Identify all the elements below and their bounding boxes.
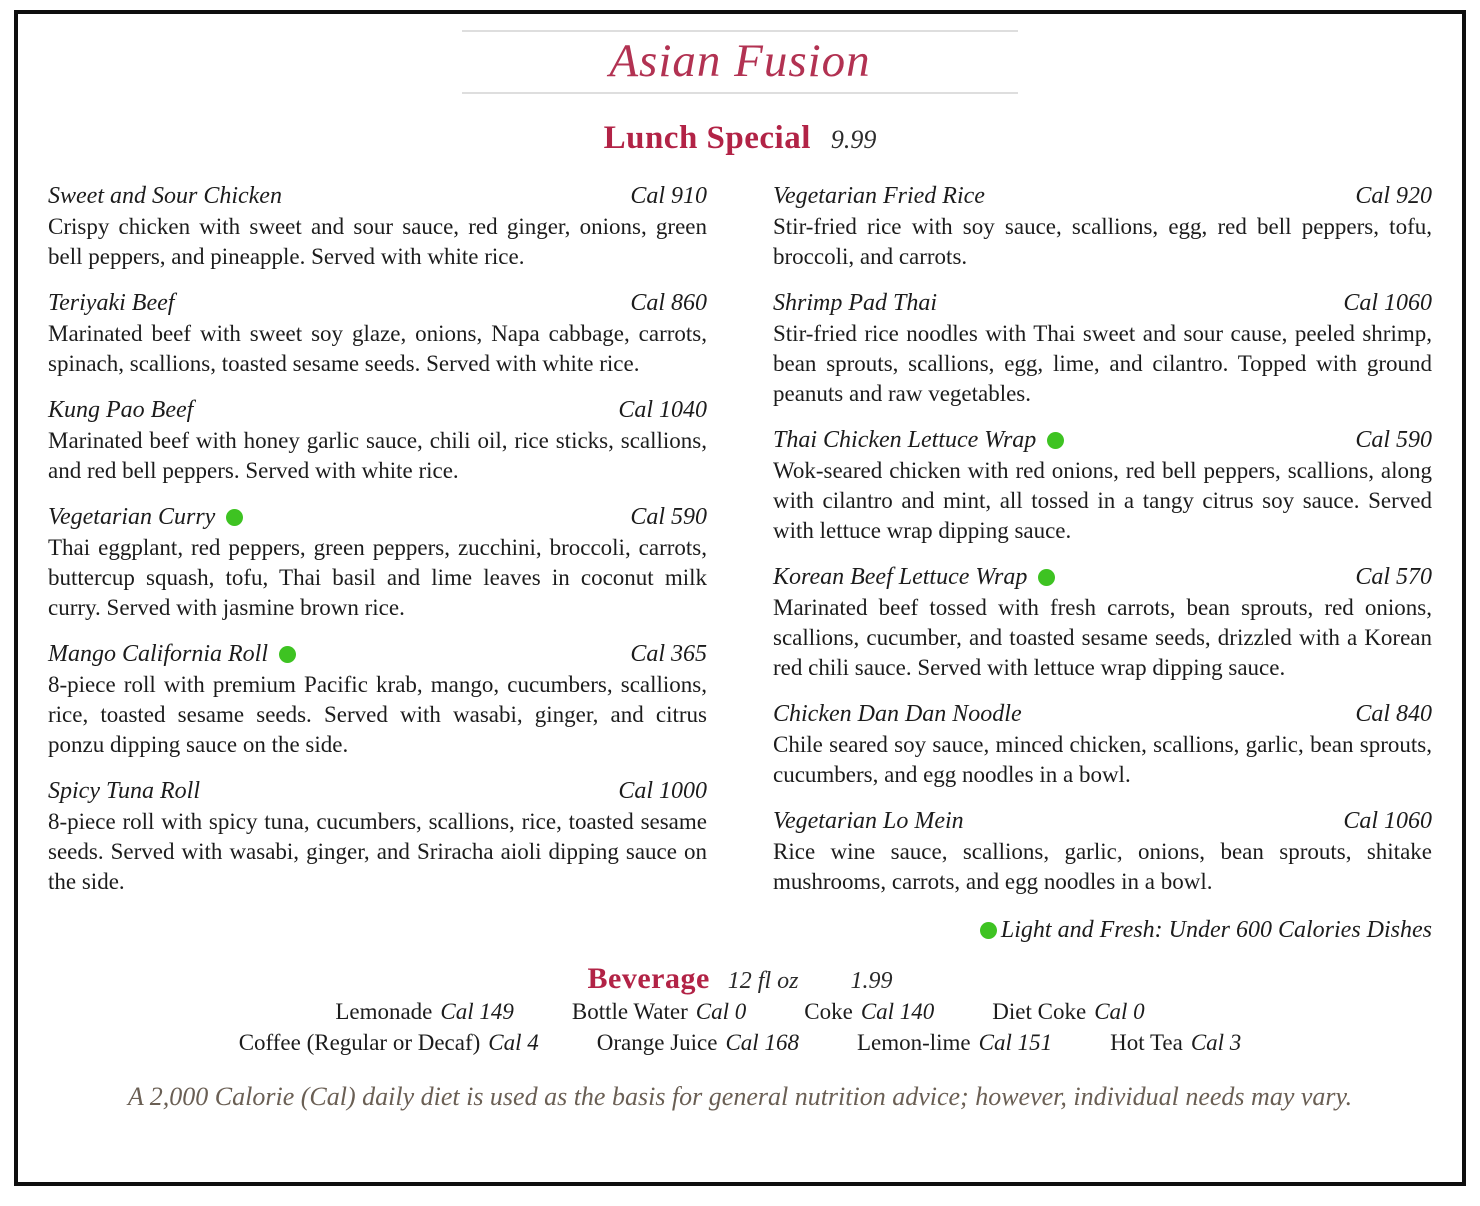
- beverage-item: Hot Tea Cal 3: [1110, 1030, 1242, 1055]
- menu-item-mango-california-roll: [48, 639, 707, 760]
- dish-name: Teriyaki Beef: [48, 290, 175, 316]
- dish-calories: Cal 920: [1355, 183, 1432, 209]
- dish-name: Vegetarian Lo Mein: [773, 808, 964, 834]
- beverage-calories: Cal 151: [978, 1030, 1053, 1055]
- menu-item-vegetarian-curry: [48, 502, 707, 623]
- dish-description: Stir-fried rice with soy sauce, scallions, egg, red bell peppers, tofu, broccoli, and carrots.: [773, 214, 1432, 269]
- dish-description: 8-piece roll with spicy tuna, cucumbers, scallions, rice, toasted sesame seeds. Served with wasabi, ginger, and Sriracha aioli dipping sauce on the side.: [48, 809, 707, 894]
- beverage-row-1: [48, 996, 1432, 1027]
- dish-calories: Cal 860: [630, 290, 707, 316]
- dish-description: Thai eggplant, red peppers, green peppers, zucchini, broccoli, carrots, buttercup squash, tofu, Thai basil and lime leaves in coconut milk curry. Served with jasmine brown rice.: [48, 535, 707, 620]
- section-label: Lunch Special: [603, 120, 811, 156]
- menu-item-sweet-and-sour-chicken: [48, 181, 707, 272]
- dish-description: Rice wine sauce, scallions, garlic, onions, bean sprouts, shitake mushrooms, carrots, and egg noodles in a bowl.: [773, 839, 1432, 894]
- light-and-fresh-dot: [279, 646, 296, 663]
- menu-item-kung-pao-beef: [48, 395, 707, 486]
- beverage-item: Bottle Water Cal 0: [571, 999, 747, 1024]
- beverage-size: 12 fl oz: [727, 968, 799, 994]
- dish-name: Vegetarian Fried Rice: [773, 183, 985, 209]
- menu-item-spicy-tuna-roll: [48, 776, 707, 897]
- beverage-item: Diet Coke Cal 0: [992, 999, 1145, 1024]
- beverage-item: Coke Cal 140: [804, 999, 935, 1024]
- dish-calories: Cal 365: [630, 641, 707, 667]
- beverage-calories: Cal 168: [725, 1030, 799, 1055]
- dish-name: Thai Chicken Lettuce Wrap: [773, 427, 1037, 453]
- dish-name: Mango California Roll: [48, 641, 269, 667]
- dish-description: Crispy chicken with sweet and sour sauce, red ginger, onions, green bell peppers, and pineapple. Served with white rice.: [48, 214, 707, 269]
- dish-calories: Cal 1000: [618, 778, 707, 804]
- light-and-fresh-dot: [980, 922, 997, 939]
- dish-description: Stir-fried rice noodles with Thai sweet and sour cause, peeled shrimp, bean sprouts, scallions, egg, lime, and cilantro. Topped with ground peanuts and raw vegetables.: [773, 321, 1432, 406]
- dish-calories: Cal 1060: [1343, 808, 1432, 834]
- dish-description: Marinated beef tossed with fresh carrots, bean sprouts, red onions, scallions, cucumber, and toasted sesame seeds, drizzled with a Korean red chili sauce. Served with lettuce wrap dipping sauce.: [773, 595, 1432, 680]
- beverage-heading: [48, 962, 1432, 996]
- beverage-item: Lemon-lime Cal 151: [856, 1030, 1053, 1055]
- menu-item-shrimp-pad-thai: [773, 288, 1432, 409]
- menu-columns: [48, 181, 1432, 913]
- dish-description: Wok-seared chicken with red onions, red bell peppers, scallions, along with cilantro and mint, all tossed in a tangy citrus soy sauce. Served with lettuce wrap dipping sauce.: [773, 458, 1432, 543]
- menu-item-vegetarian-fried-rice: [773, 181, 1432, 272]
- legend-text: Light and Fresh: Under 600 Calories Dishes: [1000, 917, 1432, 943]
- dish-name: Shrimp Pad Thai: [773, 290, 938, 316]
- dish-name: Sweet and Sour Chicken: [48, 183, 282, 209]
- dish-name: Spicy Tuna Roll: [48, 778, 200, 804]
- menu-column-left: [48, 181, 707, 913]
- masthead: [462, 30, 1018, 94]
- menu-page: [14, 10, 1466, 1186]
- menu-item-vegetarian-lo-mein: [773, 806, 1432, 897]
- restaurant-title: Asian Fusion: [609, 35, 871, 87]
- dish-name: Chicken Dan Dan Noodle: [773, 701, 1022, 727]
- dish-name: Vegetarian Curry: [48, 504, 216, 530]
- lunch-special-heading: [48, 120, 1432, 157]
- menu-item-thai-chicken-lettuce-wrap: [773, 425, 1432, 546]
- light-and-fresh-dot: [226, 509, 243, 526]
- dish-calories: Cal 840: [1355, 701, 1432, 727]
- dish-name: Korean Beef Lettuce Wrap: [773, 564, 1028, 590]
- dish-calories: Cal 910: [630, 183, 707, 209]
- beverage-calories: Cal 149: [440, 999, 514, 1024]
- dish-calories: Cal 590: [1355, 427, 1432, 453]
- dish-calories: Cal 1040: [618, 397, 707, 423]
- dish-description: Marinated beef with sweet soy glaze, onions, Napa cabbage, carrots, spinach, scallions, toasted sesame seeds. Served with white rice.: [48, 321, 707, 376]
- beverage-item: Lemonade Cal 149: [335, 999, 514, 1024]
- calorie-disclaimer: A 2,000 Calorie (Cal) daily diet is used as the basis for general nutrition advice; however, individual needs may vary.: [127, 1082, 1353, 1111]
- menu-item-chicken-dan-dan-noodle: [773, 699, 1432, 790]
- light-and-fresh-dot: [1038, 569, 1055, 586]
- beverage-item: Coffee (Regular or Decaf) Cal 4: [238, 1030, 539, 1055]
- dish-calories: Cal 1060: [1343, 290, 1432, 316]
- dish-calories: Cal 570: [1355, 564, 1432, 590]
- dish-description: Marinated beef with honey garlic sauce, chili oil, rice sticks, scallions, and red bell peppers. Served with white rice.: [48, 428, 707, 483]
- dish-description: 8-piece roll with premium Pacific krab, mango, cucumbers, scallions, rice, toasted sesame seeds. Served with wasabi, ginger, and citrus ponzu dipping sauce on the side.: [48, 672, 707, 757]
- beverage-row-2: [48, 1027, 1432, 1058]
- dish-calories: Cal 590: [630, 504, 707, 530]
- menu-item-teriyaki-beef: [48, 288, 707, 379]
- light-and-fresh-legend: [48, 917, 1432, 944]
- beverage-calories: Cal 4: [488, 1030, 539, 1055]
- light-and-fresh-dot: [1047, 432, 1064, 449]
- beverage-calories: Cal 3: [1190, 1030, 1242, 1055]
- dish-name: Kung Pao Beef: [48, 397, 194, 423]
- beverage-label: Beverage: [587, 962, 710, 995]
- beverage-calories: Cal 0: [1094, 999, 1145, 1024]
- beverage-price: 1.99: [850, 968, 893, 994]
- menu-column-right: [773, 181, 1432, 913]
- beverage-item: Orange Juice Cal 168: [596, 1030, 799, 1055]
- beverage-calories: Cal 140: [860, 999, 935, 1024]
- section-price: 9.99: [830, 125, 877, 154]
- beverage-calories: Cal 0: [695, 999, 747, 1024]
- dish-description: Chile seared soy sauce, minced chicken, scallions, garlic, bean sprouts, cucumbers, and egg noodles in a bowl.: [773, 732, 1432, 787]
- menu-item-korean-beef-lettuce-wrap: [773, 562, 1432, 683]
